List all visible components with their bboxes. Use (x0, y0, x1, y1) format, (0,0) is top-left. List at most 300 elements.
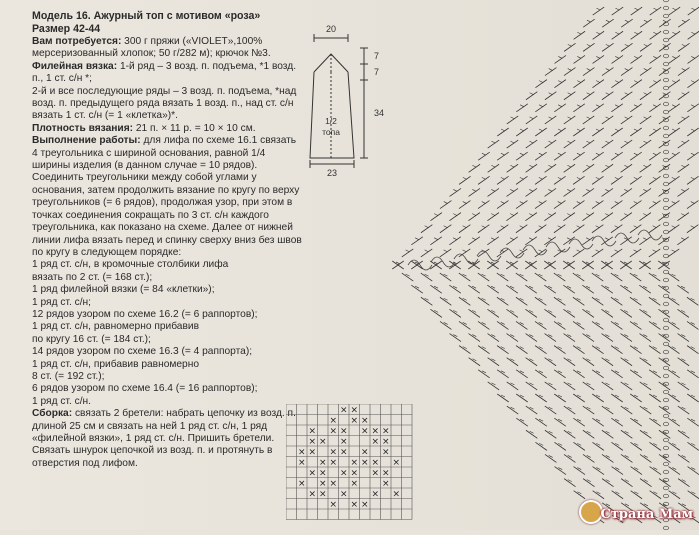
stitch-mark (611, 321, 622, 329)
stitch-mark (573, 394, 584, 402)
stitch-mark (668, 80, 679, 88)
stitch-mark (535, 104, 546, 112)
stitch-mark (672, 56, 676, 58)
stitch-mark (583, 140, 594, 148)
stitch-mark (558, 153, 562, 155)
stitch-mark (510, 141, 514, 143)
stitch-mark (663, 486, 668, 490)
stitch-mark (558, 129, 562, 131)
stitch-mark (621, 454, 632, 462)
stitch-mark (520, 153, 524, 155)
stitch-mark (497, 201, 508, 209)
stitch-mark (430, 213, 441, 221)
stitch-mark (688, 31, 699, 39)
stitch-mark (510, 238, 514, 240)
instruction-line: по кругу 16 ст. (= 184 ст.); (32, 333, 151, 345)
stitch-mark (525, 237, 536, 245)
stitch-mark (583, 92, 594, 100)
grid-cross: × (381, 478, 390, 489)
stitch-mark (554, 176, 565, 184)
stitch-mark (625, 20, 629, 22)
stitch-mark (497, 128, 508, 136)
stitch-mark (691, 8, 695, 10)
stitch-mark (411, 237, 422, 245)
stitch-mark (663, 86, 668, 90)
stitch-mark (678, 92, 689, 100)
top-schematic (300, 18, 385, 178)
stitch-mark (548, 189, 552, 191)
stitch-mark (520, 226, 524, 228)
stitch-mark (691, 81, 695, 83)
stitch-mark (625, 93, 629, 95)
density-text: 21 п. × 11 р. = 10 × 10 см. (133, 122, 256, 134)
stitch-mark (602, 382, 613, 390)
stitch-mark (663, 126, 668, 130)
stitch-mark (587, 117, 591, 119)
stitch-mark (440, 321, 451, 329)
stitch-mark (554, 418, 565, 426)
stitch-mark (539, 226, 543, 228)
stitch-mark (621, 334, 632, 342)
stitch-mark (516, 152, 527, 160)
stitch-mark (663, 78, 668, 82)
stitch-mark (640, 19, 651, 27)
stitch-mark (583, 358, 594, 366)
stitch-mark (644, 117, 648, 119)
stitch-mark (491, 165, 495, 167)
work-label: Выполнение работы: (32, 135, 141, 147)
grid-cross: × (381, 426, 390, 437)
stitch-mark (663, 14, 668, 18)
stitch-mark (601, 237, 612, 245)
stitch-mark (634, 250, 638, 252)
stitch-mark (582, 309, 593, 317)
stitch-mark (564, 140, 575, 148)
stitch-mark (529, 165, 533, 167)
stitch-mark (644, 93, 648, 95)
stitch-mark (488, 334, 499, 342)
stitch-mark (402, 273, 413, 281)
stitch-mark (649, 321, 660, 329)
stitch-mark (668, 152, 679, 160)
stitch-mark (640, 43, 651, 51)
grid-cross: × (318, 489, 327, 500)
grid-cross: × (308, 436, 317, 447)
stitch-mark (569, 239, 593, 249)
grid-cross: × (318, 478, 327, 489)
stitch-mark (677, 309, 688, 317)
stitch-mark (630, 346, 641, 354)
stitch-mark (567, 165, 571, 167)
stitch-mark (663, 302, 668, 306)
stitch-mark (544, 213, 555, 221)
stitch-mark (507, 358, 518, 366)
grid-cross: × (339, 468, 348, 479)
stitch-mark (663, 174, 668, 178)
stitch-mark (583, 430, 594, 438)
yarn-text: 300 г пряжи («VIOLET»,100% мерсеризованный хлопок; 50 г/282 м); крючок №3. (32, 36, 271, 60)
stitch-mark (558, 177, 562, 179)
stitch-mark (688, 7, 699, 15)
instruction-line: 14 рядов узором по схеме 16.3 (= 4 раппорта); (32, 346, 253, 358)
filet-label: Филейная вязка: (32, 60, 118, 72)
stitch-mark (535, 394, 546, 402)
stitch-mark (583, 43, 594, 51)
stitch-mark (478, 273, 489, 281)
stitch-mark (586, 214, 590, 216)
stitch-mark (564, 188, 575, 196)
stitch-mark (568, 69, 572, 71)
stitch-mark (681, 141, 685, 143)
stitch-mark (687, 225, 698, 233)
stitch-mark (545, 92, 556, 100)
stitch-mark (611, 418, 622, 426)
density-label: Плотность вязания: (32, 122, 134, 134)
stitch-mark (555, 467, 566, 475)
stitch-mark (554, 152, 565, 160)
stitch-mark (650, 31, 661, 39)
stitch-mark (672, 105, 676, 107)
grid-cross: × (350, 478, 359, 489)
stitch-mark (564, 406, 575, 414)
stitch-mark (592, 394, 603, 402)
stitch-mark (606, 69, 610, 71)
stitch-mark (516, 104, 527, 112)
stitch-mark (593, 31, 604, 39)
stitch-mark (525, 309, 536, 317)
stitch-mark (639, 309, 650, 317)
stitch-mark (539, 153, 543, 155)
stitch-mark (687, 418, 698, 426)
work-text: для лифа по схеме 16.1 связать 4 треугольника с шириной основания, равной 1/4 ширины изделия (в данном случае = 10 рядов). Соединить треугольники между собой углами у основания, затем продолжить вязание по кругу по верху треугольников (= 6 рядов), продолжая узор, при этом в точках соединения сокращать по 3 ст. с/н каждого треугольника, как показано на схеме. Далее от нижней линии лифа вязать перед и спинку сверху вниз без швов по кругу в следующем порядке: (32, 135, 302, 258)
stitch-mark (630, 273, 641, 281)
stitch-mark (621, 68, 632, 76)
stitch-mark (478, 370, 489, 378)
stitch-mark (634, 105, 638, 107)
stitch-mark (554, 104, 565, 112)
instruction-line: 6 рядов узором по схеме 16.4 (= 16 раппортов); (32, 383, 258, 395)
stitch-mark (649, 370, 660, 378)
stitch-mark (663, 102, 668, 106)
stitch-mark (478, 176, 489, 184)
grid-cross: × (381, 436, 390, 447)
stitch-mark (545, 358, 556, 366)
stitch-mark (434, 214, 438, 216)
stitch-mark (587, 44, 591, 46)
stitch-mark (634, 226, 638, 228)
stitch-mark (545, 68, 556, 76)
stitch-mark (478, 346, 489, 354)
stitch-mark (526, 188, 537, 196)
grid-cross: × (350, 499, 359, 510)
stitch-mark (535, 273, 546, 281)
stitch-mark (440, 249, 451, 257)
stitch-mark (649, 152, 660, 160)
stitch-mark (631, 55, 642, 63)
stitch-mark (640, 116, 651, 124)
stitch-mark (663, 318, 668, 322)
stitch-mark (669, 467, 680, 475)
stitch-mark (691, 177, 695, 179)
stitch-mark (611, 80, 622, 88)
stitch-mark (482, 202, 486, 204)
stitch-mark (678, 19, 689, 27)
stitch-mark (668, 201, 679, 209)
stitch-mark (568, 93, 572, 95)
stitch-mark (415, 238, 419, 240)
instruction-line: 1 ряд ст. с/н; (32, 296, 92, 308)
stitch-mark (406, 250, 410, 252)
stitch-mark (593, 55, 604, 63)
stitch-mark (573, 80, 584, 88)
stitch-mark (472, 165, 476, 167)
grid-cross: × (329, 447, 338, 458)
stitch-mark (691, 153, 695, 155)
stitch-mark (573, 176, 584, 184)
stitch-mark (507, 382, 518, 390)
stitch-mark (643, 189, 647, 191)
stitch-mark (596, 56, 600, 58)
stitch-mark (592, 442, 603, 450)
stitch-mark (687, 201, 698, 209)
stitch-mark (682, 117, 686, 119)
stitch-mark (649, 418, 660, 426)
stitch-mark (596, 202, 600, 204)
stitch-mark (554, 297, 565, 305)
dim-seg1: 7 (374, 51, 380, 61)
stitch-mark (612, 491, 623, 499)
stitch-mark (583, 68, 594, 76)
stitch-mark (545, 140, 556, 148)
stitch-mark (640, 68, 651, 76)
stitch-mark (630, 418, 641, 426)
stitch-mark (596, 226, 600, 228)
grid-cross: × (350, 415, 359, 426)
grid-cross: × (329, 478, 338, 489)
stitch-mark (506, 213, 517, 221)
grid-cross: × (360, 426, 369, 437)
stitch-mark (615, 177, 619, 179)
stitch-mark (539, 177, 543, 179)
stitch-mark (678, 334, 689, 342)
stitch-mark (668, 225, 679, 233)
stitch-mark (663, 6, 668, 10)
stitch-mark (549, 69, 553, 71)
stitch-mark (687, 346, 698, 354)
stitch-mark (573, 104, 584, 112)
stitch-mark (681, 214, 685, 216)
stitch-mark (450, 334, 461, 342)
assembly-text: связать 2 бретели: набрать цепочку из возд. п. длиной 25 см и связать на ней 1 ряд ст. с/н, 1 ряд «филейной вязки», 1 ряд ст. с/н. Пришить бретели. Связать шнурок цепочкой из возд. п. и протянуть в отверстия под лифом. (32, 408, 296, 469)
stitch-mark (602, 334, 613, 342)
stitch-mark (526, 406, 537, 414)
stitch-mark (516, 225, 527, 233)
stitch-mark (497, 321, 508, 329)
stitch-mark (577, 129, 581, 131)
stitch-mark (605, 141, 609, 143)
grid-cross: × (381, 468, 390, 479)
stitch-mark (491, 189, 495, 191)
stitch-mark (487, 285, 498, 293)
stitch-mark (630, 201, 641, 209)
grid-cross: × (339, 426, 348, 437)
stitch-mark (487, 213, 498, 221)
stitch-mark (649, 273, 660, 281)
stitch-mark (668, 370, 679, 378)
stitch-mark (526, 140, 537, 148)
stitch-mark (687, 321, 698, 329)
stitch-mark (583, 188, 594, 196)
stitch-mark (535, 128, 546, 136)
stitch-mark (611, 201, 622, 209)
stitch-mark (529, 238, 533, 240)
stitch-mark (678, 140, 689, 148)
stitch-mark (558, 105, 562, 107)
grid-cross: × (308, 468, 317, 479)
stitch-mark (501, 226, 505, 228)
stitch-mark (663, 390, 668, 394)
stitch-mark (611, 442, 622, 450)
stitch-mark (510, 189, 514, 191)
stitch-mark (586, 238, 590, 240)
stitch-mark (520, 177, 524, 179)
stitch-mark (668, 394, 679, 402)
stitch-mark (605, 238, 609, 240)
stitch-mark (573, 418, 584, 426)
stitch-mark (421, 297, 432, 305)
stitch-mark (592, 80, 603, 88)
stitch-mark (468, 237, 479, 245)
stitch-mark (596, 129, 600, 131)
stitch-mark (634, 129, 638, 131)
stitch-mark (678, 188, 689, 196)
stitch-mark (564, 430, 575, 438)
stitch-mark (506, 237, 517, 245)
stitch-mark (583, 19, 594, 27)
grid-cross: × (350, 405, 359, 416)
stitch-mark (631, 31, 642, 39)
stitch-mark (631, 467, 642, 475)
stitch-mark (601, 285, 612, 293)
stitch-mark (563, 309, 574, 317)
stitch-mark (612, 31, 623, 39)
grid-cross: × (308, 489, 317, 500)
stitch-mark (663, 414, 668, 418)
stitch-mark (449, 237, 460, 245)
stitch-mark (564, 382, 575, 390)
grid-cross: × (371, 468, 380, 479)
stitch-mark (640, 334, 651, 342)
stitch-mark (663, 198, 668, 202)
stitch-mark (615, 81, 619, 83)
stitch-mark (583, 334, 594, 342)
stitch-mark (611, 297, 622, 305)
stitch-mark (669, 7, 680, 15)
stitch-mark (535, 442, 546, 450)
stitch-mark (526, 164, 537, 172)
label-half: 1/2 (325, 116, 337, 126)
stitch-mark (459, 225, 470, 233)
filet-paragraph-2: 2-й и все последующие ряды – 3 возд. п. подъема, *над возд. п. предыдущего ряда вязать 1 возд. п., над ст. с/н вязать 1 ст. с/н (= 1 «клетка»)*. (32, 85, 297, 122)
stitch-mark (421, 225, 432, 233)
stitch-mark (691, 202, 695, 204)
stitch-mark (577, 105, 581, 107)
stitch-mark (640, 454, 651, 462)
stitch-mark (506, 309, 517, 317)
stitch-mark (611, 128, 622, 136)
stitch-mark (663, 470, 668, 474)
stitch-mark (487, 237, 498, 245)
stitch-mark (573, 370, 584, 378)
grid-cross: × (350, 468, 359, 479)
stitch-mark (529, 214, 533, 216)
stitch-mark (564, 92, 575, 100)
stitch-mark (630, 225, 641, 233)
stitch-mark (463, 226, 467, 228)
stitch-mark (507, 140, 518, 148)
stitch-mark (525, 285, 536, 293)
stitch-mark (421, 249, 432, 257)
stitch-mark (444, 250, 448, 252)
stitch-mark (535, 297, 546, 305)
stitch-mark (691, 129, 695, 131)
stitch-mark (621, 382, 632, 390)
stitch-mark (612, 55, 623, 63)
stitch-mark (545, 454, 556, 462)
stitch-mark (663, 134, 668, 138)
stitch-mark (677, 213, 688, 221)
stitch-mark (402, 249, 413, 257)
stitch-mark (621, 92, 632, 100)
stitch-mark (592, 297, 603, 305)
stitch-mark (440, 297, 451, 305)
stitch-mark (516, 394, 527, 402)
stitch-mark (678, 382, 689, 390)
stitch-mark (653, 105, 657, 107)
grid-cross: × (339, 405, 348, 416)
stitch-mark (516, 321, 527, 329)
stitch-mark (507, 188, 518, 196)
stitch-mark (596, 81, 600, 83)
stitch-mark (621, 164, 632, 172)
stitch-mark (520, 202, 524, 204)
stitch-mark (592, 152, 603, 160)
stitch-mark (573, 442, 584, 450)
stitch-mark (640, 164, 651, 172)
stitch-mark (643, 214, 647, 216)
grid-cross: × (360, 457, 369, 468)
stitch-mark (548, 141, 552, 143)
stitch-mark (605, 214, 609, 216)
stitch-mark (663, 150, 668, 154)
stitch-mark (449, 285, 460, 293)
stitch-mark (574, 467, 585, 475)
stitch-mark (663, 358, 668, 362)
stitch-mark (535, 370, 546, 378)
stitch-mark (650, 7, 661, 15)
stitch-mark (640, 430, 651, 438)
stitch-mark (672, 81, 676, 83)
stitch-mark (472, 214, 476, 216)
stitch-mark (535, 80, 546, 88)
stitch-mark (593, 467, 604, 475)
assembly-paragraph (32, 408, 304, 470)
stitch-mark (678, 68, 689, 76)
stitch-mark (573, 297, 584, 305)
stitch-mark (574, 55, 585, 63)
grid-cross: × (371, 436, 380, 447)
stitch-mark (478, 297, 489, 305)
